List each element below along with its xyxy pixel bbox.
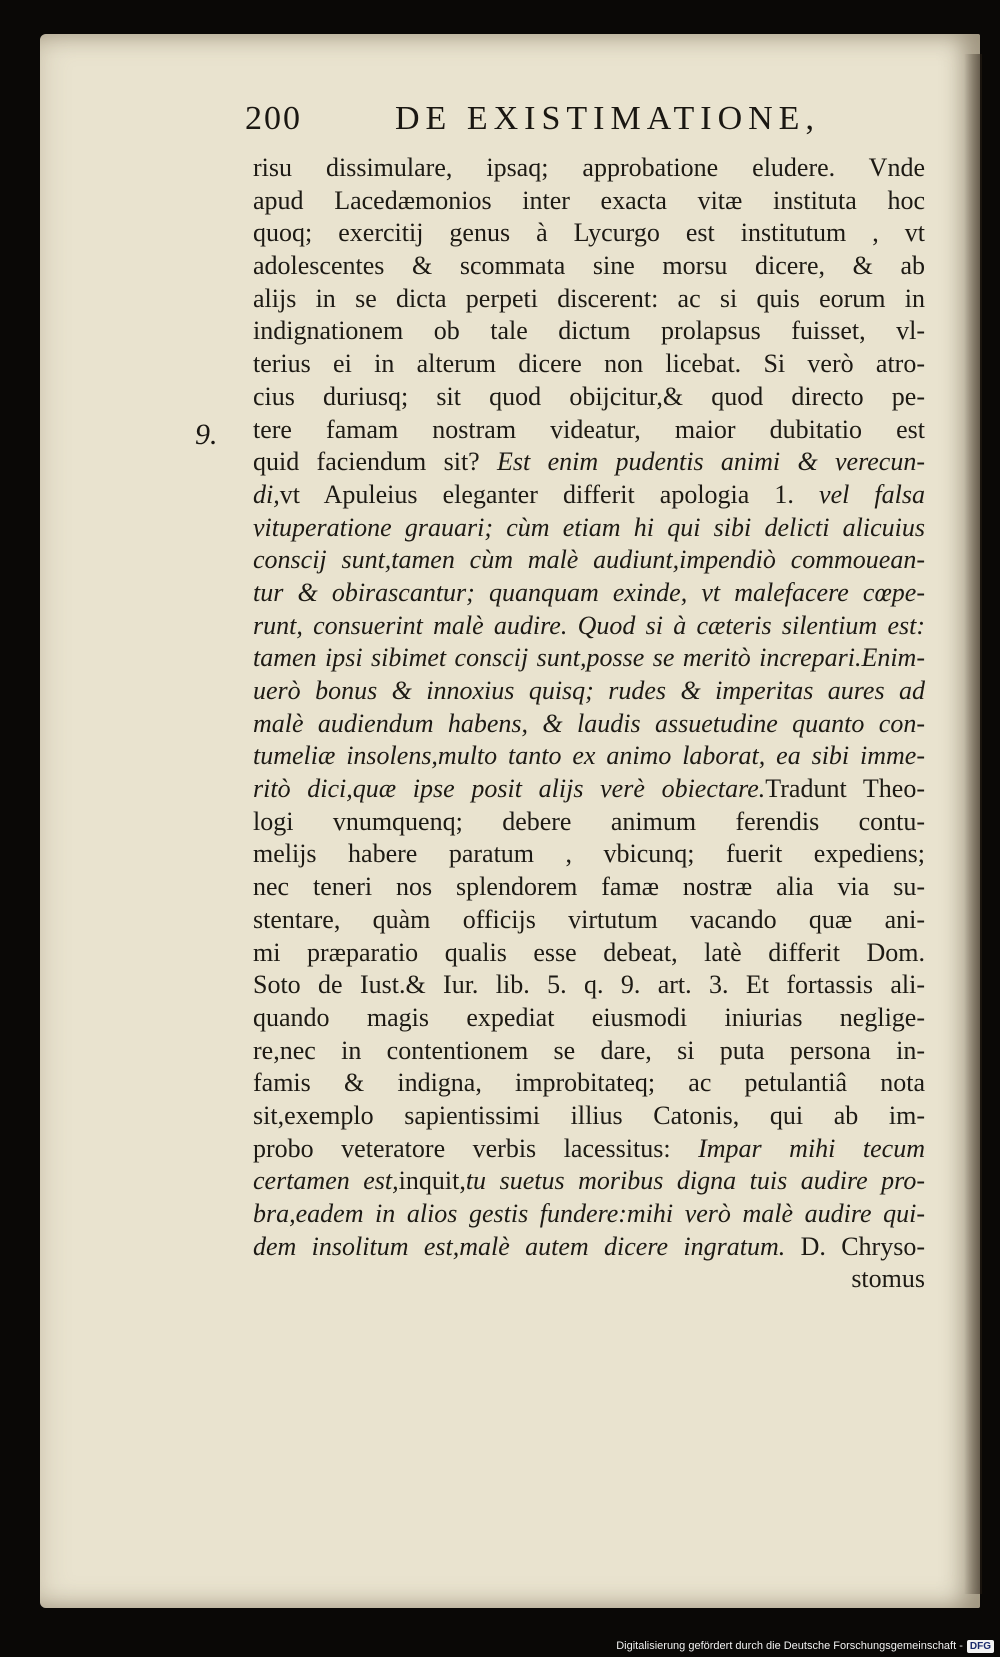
text-line	[253, 381, 925, 414]
text-line	[253, 217, 925, 250]
italic-segment: Impar mihi tecum	[698, 1133, 925, 1163]
text-line	[253, 577, 925, 610]
text-line	[253, 904, 925, 937]
text-segment: tere famam nostram videatur, maior dubitatio est	[253, 414, 925, 444]
italic-segment: vituperatione grauari; cùm etiam hi qui sibi delicti alicuius	[253, 512, 925, 542]
page-header	[245, 100, 885, 150]
text-segment: cius duriusq; sit quod obijcitur,& quod directo pe-	[253, 381, 925, 411]
text-segment: indignationem ob tale dictum prolapsus fuisset, vl-	[253, 316, 925, 346]
text-segment: D. Chryso-	[785, 1231, 925, 1261]
text-segment: nec teneri nos splendorem famæ nostræ alia via su-	[253, 872, 925, 902]
text-line	[253, 838, 925, 871]
text-line	[253, 1198, 925, 1231]
text-line	[253, 969, 925, 1002]
text-segment: probo veteratore verbis lacessitus:	[253, 1133, 699, 1163]
body-text	[253, 152, 925, 1296]
text-segment: Soto de Iust.& Iur. lib. 5. q. 9. art. 3. Et fortassis ali-	[253, 970, 925, 1000]
text-segment: adolescentes & scommata sine morsu dicere, & ab	[253, 251, 925, 281]
text-line	[253, 512, 925, 545]
margin-note: 9.	[195, 418, 218, 451]
italic-segment: tumeliæ insolens,multo tanto ex animo laborat, ea sibi imme-	[253, 741, 925, 771]
text-line	[253, 610, 925, 643]
text-segment: terius ei in alterum dicere non licebat. Si verò atro-	[253, 349, 925, 379]
text-line	[253, 1263, 925, 1296]
text-line	[253, 152, 925, 185]
text-segment: risu dissimulare, ipsaq; approbatione eludere. Vnde	[253, 153, 925, 182]
italic-segment: uerò bonus & innoxius quisq; rudes & imperitas aures ad	[253, 676, 925, 705]
text-segment: famis & indigna, improbitateq; ac petulantiâ nota	[253, 1068, 925, 1098]
text-segment: quid faciendum sit?	[253, 447, 498, 477]
text-line	[253, 544, 925, 577]
text-line	[253, 708, 925, 741]
footer-credit: Digitalisierung gefördert durch die Deutsche Forschungsgemeinschaft -	[616, 1640, 963, 1652]
page-number: 200	[245, 100, 302, 137]
text-line	[253, 250, 925, 283]
text-line	[253, 871, 925, 904]
text-segment: stentare, quàm officijs virtutum vacando quæ ani-	[253, 904, 925, 934]
text-segment: Tradunt Theo-	[765, 774, 925, 804]
text-segment: vt Apuleius eleganter differit apologia 1.	[279, 479, 820, 509]
italic-segment: runt, consuerint malè audire. Quod si à cæteris silentium est:	[253, 610, 925, 640]
italic-segment: tu suetus moribus digna tuis audire pro-	[465, 1166, 925, 1196]
text-line	[253, 1067, 925, 1100]
page-edge-shadow	[964, 54, 982, 1594]
text-segment: melijs habere paratum , vbicunq; fuerit expediens;	[253, 839, 925, 869]
text-segment: re,nec in contentionem se dare, si puta persona in-	[253, 1035, 925, 1065]
text-segment: stomus	[851, 1264, 925, 1294]
text-line	[253, 479, 925, 512]
text-line	[253, 937, 925, 970]
italic-segment: di,	[253, 479, 280, 509]
text-segment: sit,exemplo sapientissimi illius Catonis, qui ab im-	[253, 1100, 925, 1130]
text-line	[253, 806, 925, 839]
italic-segment: bra,eadem in alios gestis fundere:mihi verò malè audire qui-	[253, 1199, 925, 1228]
text-line	[253, 1165, 925, 1198]
text-line	[253, 446, 925, 479]
text-segment: inquit,	[398, 1166, 466, 1196]
text-line	[253, 773, 925, 806]
text-line	[253, 414, 925, 447]
text-segment: apud Lacedæmonios inter exacta vitæ instituta hoc	[253, 185, 925, 215]
text-line	[253, 1035, 925, 1068]
italic-segment: tamen ipsi sibimet conscij sunt,posse se meritò increpari.Enim-	[253, 643, 925, 673]
text-line	[253, 185, 925, 218]
italic-segment: vel falsa	[819, 479, 926, 509]
italic-segment: malè audiendum habens, & laudis assuetudine quanto con-	[253, 708, 925, 738]
text-line	[253, 283, 925, 316]
text-line	[253, 1133, 925, 1166]
italic-segment: certamen est,	[253, 1166, 399, 1196]
text-line	[253, 740, 925, 773]
text-line	[253, 1231, 925, 1264]
italic-segment: ritò dici,quæ ipse posit alijs verè obiectare.	[253, 774, 766, 804]
italic-segment: conscij sunt,tamen cùm malè audiunt,impendiò commouean-	[253, 545, 925, 575]
text-line	[253, 348, 925, 381]
italic-segment: tur & obirascantur; quanquam exinde, vt malefacere cœpe-	[253, 577, 925, 607]
text-segment: alijs in se dicta perpeti discerent: ac si quis eorum in	[253, 283, 925, 313]
text-segment: quoq; exercitij genus à Lycurgo est institutum , vt	[253, 218, 925, 248]
text-segment: quando magis expediat eiusmodi iniurias neglige-	[253, 1002, 925, 1032]
text-line	[253, 1100, 925, 1133]
text-line	[253, 315, 925, 348]
italic-segment: dem insolitum est,malè autem dicere ingratum.	[253, 1231, 786, 1261]
text-line	[253, 642, 925, 675]
digitization-footer	[0, 1635, 1000, 1657]
running-title: DE EXISTIMATIONE,	[395, 100, 820, 137]
dfg-logo: DFG	[967, 1640, 994, 1653]
text-segment: mi præparatio qualis esse debeat, latè differit Dom.	[253, 937, 925, 967]
text-segment: logi vnumquenq; debere animum ferendis contu-	[253, 806, 925, 836]
text-line	[253, 675, 925, 708]
text-line	[253, 1002, 925, 1035]
italic-segment: Est enim pudentis animi & verecun-	[497, 447, 925, 477]
